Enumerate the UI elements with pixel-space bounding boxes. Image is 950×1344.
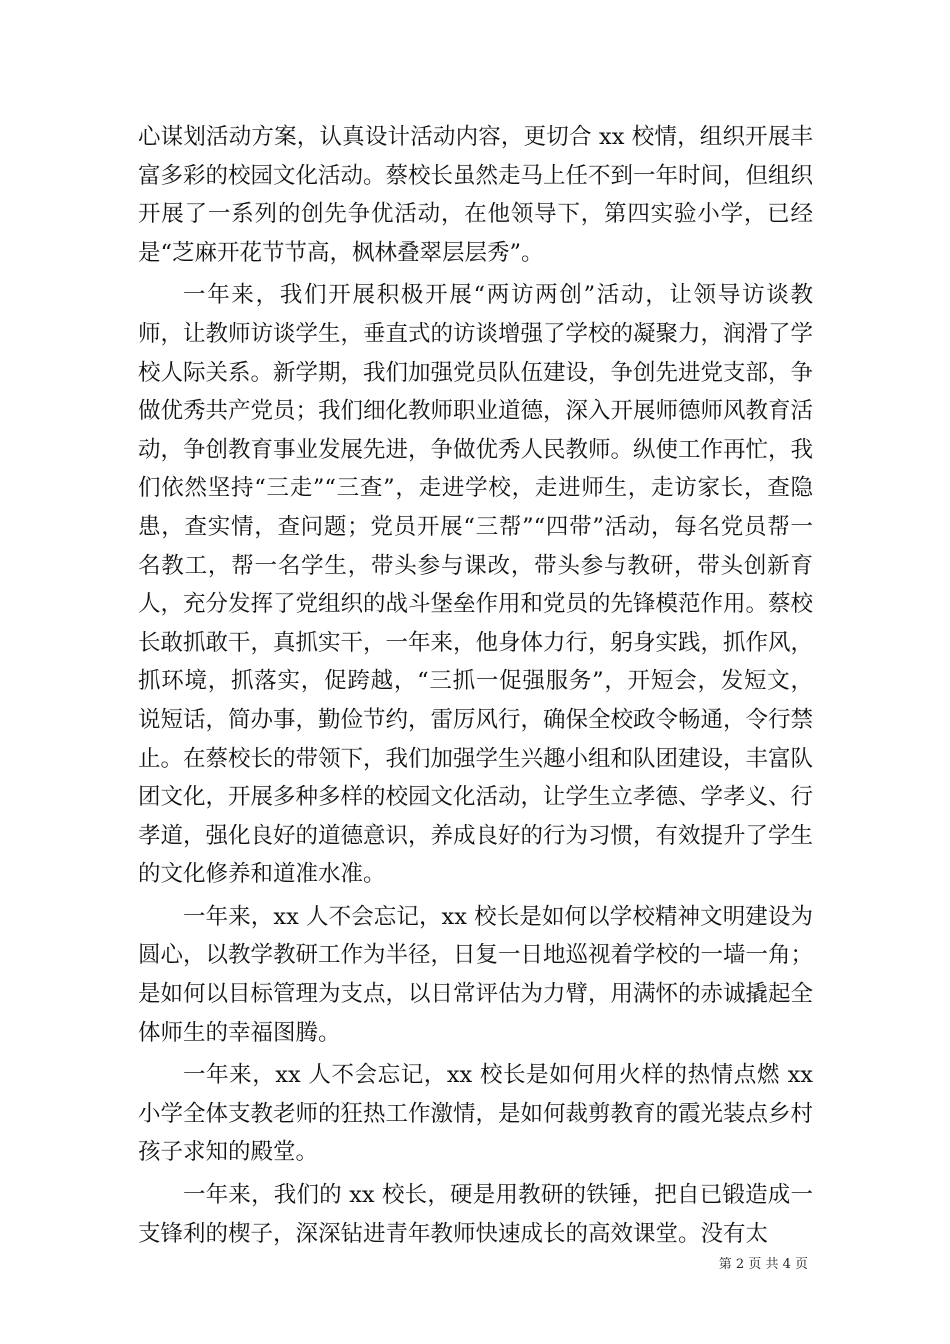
paragraph-spiritual-civilization: 一年来，xx 人不会忘记，xx 校长是如何以学校精神文明建设为圆心，以教学教研工作为半径，日复一日地巡视着学校的一墙一角；是如何以目标管理为支点，以日常评估为力臂，用满怀的赤诚撬起全体师生的幸福图腾。: [138, 903, 814, 1046]
document-body: [138, 118, 813, 1253]
paragraph-liangfang-liangchuang: 一年来，我们开展积极开展“两访两创”活动，让领导访谈教师，让教师访谈学生，垂直式的访谈增强了学校的凝聚力，润滑了学校人际关系。新学期，我们加强党员队伍建设，争创先进党支部，争做优秀共产党员；我们细化教师职业道德，深入开展师德师风教育活动，争创教育事业发展先进，争做优秀人民教师。纵使工作再忙，我们依然坚持“三走”“三查”，走进学校，走进师生，走访家长，查隐患，查实情，查问题；党员开展“三帮”“四带”活动，每名党员帮一名教工，帮一名学生，带头参与课改，带头参与教研，带头创新育人，充分发挥了党组织的战斗堡垒作用和党员的先锋模范作用。蔡校长敢抓敢干，真抓实干，一年来，他身体力行，躬身实践，抓作风，抓环境，抓落实，促跨越，“三抓一促强服务”，开短会，发短文，说短话，简办事，勤俭节约，雷厉风行，确保全校政令畅通，令行禁止。在蔡校长的带领下，我们加强学生兴趣小组和队团建设，丰富队团文化，开展多种多样的校园文化活动，让学生立孝德、学孝义、行孝道，强化良好的道德意识，养成良好的行为习惯，有效提升了学生的文化修养和道准水准。: [138, 282, 814, 888]
paragraph-continuation: 心谋划活动方案，认真设计活动内容，更切合 xx 校情，组织开展丰富多彩的校园文化活动。蔡校长虽然走马上任不到一年时间，但组织开展了一系列的创先争优活动，在他领导下，第四实验小学，已经是“芝麻开花节节高，枫林叠翠层层秀”。: [138, 124, 814, 266]
paragraph-teaching-research: 一年来，我们的 xx 校长，硬是用教研的铁锤，把自已锻造成一支锋利的楔子，深深钻进青年教师快速成长的高效课堂。没有太: [138, 1182, 813, 1247]
page-number-footer: 第 2 页 共 4 页: [718, 1257, 808, 1272]
paragraph-teacher-passion: 一年来，xx 人不会忘记，xx 校长是如何用火样的热情点燃 xx 小学全体支教老师的狂热工作激情，是如何裁剪教育的霞光装点乡村孩子求知的殿堂。: [138, 1062, 814, 1166]
